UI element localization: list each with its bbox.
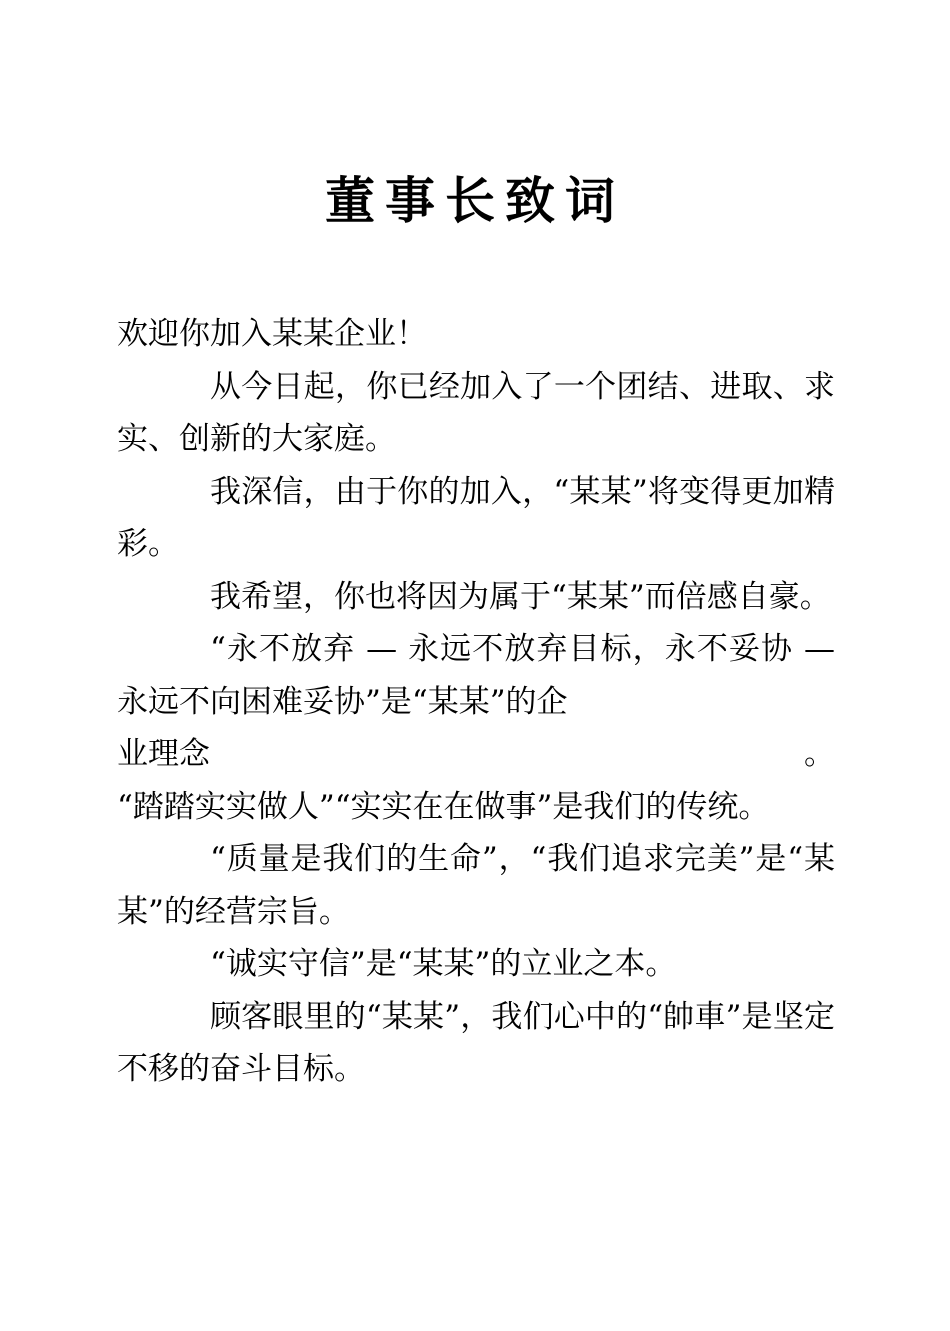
spread-char: 理 bbox=[148, 736, 179, 772]
spread-char: 念 bbox=[179, 736, 210, 772]
paragraph-family: 从今日起，你已经加入了一个团结、进取、求实、创新的大家庭。 bbox=[117, 368, 835, 457]
paragraph-goal: 顾客眼里的“某某”，我们心中的“帥車”是坚定不移的奋斗目标。 bbox=[117, 998, 835, 1087]
paragraph-philosophy bbox=[117, 623, 835, 833]
paragraph-integrity: “诚实守信”是“某某”的立业之本。 bbox=[210, 946, 677, 982]
philosophy-tradition: “踏踏实实做人”“实实在在做事”是我们的传统。 bbox=[117, 788, 770, 825]
spread-char: 。 bbox=[804, 736, 835, 772]
philosophy-text: “永不放弃 — 永远不放弃目标，永不妥协 — 永远不向困难妥协”是“某某”的企 bbox=[117, 631, 835, 720]
paragraph-belief: 我深信，由于你的加入，“某某”将变得更加精彩。 bbox=[117, 473, 835, 562]
greeting-line: 欢迎你加入某某企业！ bbox=[117, 316, 427, 352]
paragraph-hope: 我希望，你也将因为属于“某某”而倍感自豪。 bbox=[210, 578, 831, 615]
paragraph-quality: “质量是我们的生命”，“我们追求完美”是“某某”的经营宗旨。 bbox=[117, 841, 835, 930]
document-title: 董事长致词 bbox=[325, 171, 625, 230]
spread-char: 业 bbox=[117, 736, 148, 772]
document-body bbox=[117, 308, 835, 1096]
philosophy-spread-line bbox=[117, 728, 835, 781]
